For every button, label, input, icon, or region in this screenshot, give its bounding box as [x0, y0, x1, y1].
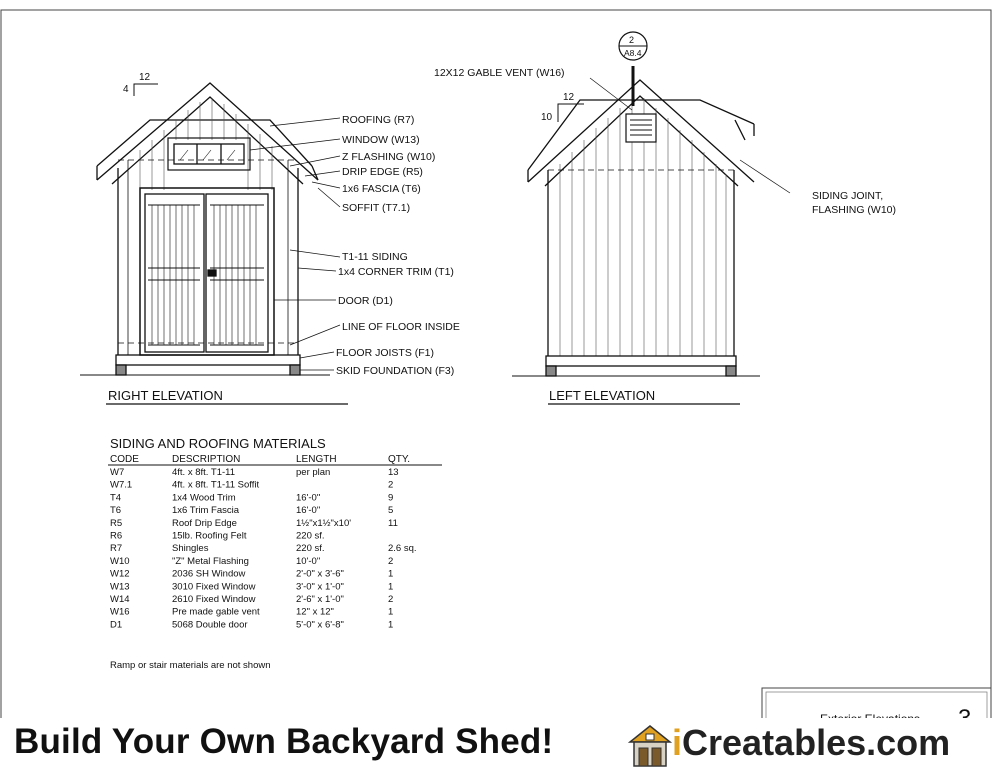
- right-gable-outline: [97, 83, 318, 180]
- table-cell: 11: [388, 517, 398, 529]
- right-window-trim: [168, 138, 250, 170]
- left-elevation-title: LEFT ELEVATION: [549, 388, 656, 403]
- materials-header-length: LENGTH: [296, 454, 337, 465]
- materials-title: SIDING AND ROOFING MATERIALS: [110, 436, 326, 451]
- callout-t111-siding: T1-11 SIDING: [342, 251, 408, 263]
- table-cell: 15lb. Roofing Felt: [172, 530, 247, 542]
- table-cell: 1: [388, 581, 394, 593]
- table-cell: Pre made gable vent: [172, 606, 260, 618]
- materials-note: Ramp or stair materials are not shown: [110, 660, 271, 671]
- detail-ref-sheet: A8.4: [624, 48, 642, 58]
- table-cell: T4: [110, 492, 122, 504]
- shed-logo-icon[interactable]: [626, 722, 674, 770]
- table-cell: Shingles: [172, 543, 209, 555]
- table-cell: 9: [388, 492, 394, 504]
- callout-skid-foundation: SKID FOUNDATION (F3): [336, 365, 455, 377]
- table-row: [110, 505, 393, 516]
- table-cell: "Z" Metal Flashing: [172, 555, 249, 567]
- table-cell: 2.6 sq.: [388, 543, 417, 555]
- right-roof-eave-line: [97, 120, 312, 166]
- table-row: [110, 594, 393, 605]
- table-cell: 3'-0" x 1'-0": [296, 581, 344, 593]
- door-handle: [208, 270, 216, 276]
- table-row: [110, 518, 398, 529]
- right-callouts: [336, 114, 460, 377]
- right-floor-joists: [116, 355, 300, 365]
- sheet-border: [1, 10, 991, 730]
- table-cell: 220 sf.: [296, 530, 325, 542]
- callout-gable-vent: 12X12 GABLE VENT (W16): [434, 67, 565, 79]
- materials-header-code: CODE: [110, 454, 139, 465]
- brand-name: Creatables.com: [682, 722, 951, 763]
- left-floor-joists: [546, 356, 736, 366]
- detail-ref-number: 2: [629, 35, 635, 45]
- callout-door: DOOR (D1): [338, 295, 393, 307]
- table-cell: 1: [388, 568, 394, 580]
- table-row: [110, 492, 393, 503]
- table-cell: R5: [110, 517, 123, 529]
- table-cell: 4ft. x 8ft. T1-11: [172, 467, 236, 478]
- table-cell: 5068 Double door: [172, 619, 248, 631]
- brand-link[interactable]: [672, 722, 950, 764]
- table-cell: W16: [110, 606, 130, 618]
- table-row: [110, 531, 325, 542]
- table-cell: 1x6 Trim Fascia: [172, 505, 240, 517]
- right-door-left-leaf: [145, 194, 204, 352]
- table-row: [110, 569, 393, 580]
- callout-corner-trim: 1x4 CORNER TRIM (T1): [338, 266, 454, 278]
- callout-roofing: ROOFING (R7): [342, 114, 415, 126]
- right-skid-right: [290, 365, 300, 375]
- left-pitch-rise: 10: [541, 112, 553, 123]
- table-cell: 5: [388, 505, 394, 517]
- table-cell: W10: [110, 555, 130, 567]
- right-pitch-rise: 4: [123, 84, 129, 95]
- materials-table: [108, 436, 442, 671]
- table-cell: 1½"x1½"x10': [296, 517, 352, 529]
- table-cell: 10'-0": [296, 555, 321, 567]
- table-cell: 2: [388, 479, 394, 491]
- table-cell: 2'-0" x 3'-6": [296, 568, 344, 580]
- right-pitch-run: 12: [139, 72, 151, 83]
- table-cell: 3010 Fixed Window: [172, 581, 256, 593]
- callout-z-flashing: Z FLASHING (W10): [342, 151, 436, 163]
- table-row: [110, 467, 399, 478]
- table-cell: W12: [110, 568, 130, 580]
- callout-floor-joists: FLOOR JOISTS (F1): [336, 347, 435, 359]
- materials-header-qty: QTY.: [388, 454, 411, 465]
- callout-drip-edge: DRIP EDGE (R5): [342, 166, 423, 178]
- table-cell: 13: [388, 467, 399, 478]
- table-cell: 220 sf.: [296, 543, 325, 555]
- left-skid-right: [726, 366, 736, 376]
- left-skid-left: [546, 366, 556, 376]
- materials-rows: [110, 467, 417, 630]
- callout-floor-line: LINE OF FLOOR INSIDE: [342, 321, 460, 333]
- left-pitch-run: 12: [563, 92, 575, 103]
- banner-headline: Build Your Own Backyard Shed!: [14, 722, 554, 761]
- table-cell: W13: [110, 581, 130, 593]
- left-elevation: [512, 32, 790, 404]
- right-door-frame: [140, 188, 274, 355]
- materials-header-description: DESCRIPTION: [172, 454, 241, 465]
- table-cell: 1: [388, 606, 394, 618]
- right-elevation: [80, 83, 348, 404]
- table-cell: 5'-0" x 6'-8": [296, 619, 344, 631]
- callout-soffit: SOFFIT (T7.1): [342, 202, 411, 214]
- table-cell: 2'-6" x 1'-0": [296, 594, 344, 605]
- table-cell: 1: [388, 619, 394, 631]
- table-cell: 2610 Fixed Window: [172, 594, 256, 605]
- right-skid-left: [116, 365, 126, 375]
- table-cell: R7: [110, 543, 123, 555]
- callout-window: WINDOW (W13): [342, 134, 420, 146]
- table-row: [110, 607, 393, 618]
- table-cell: Roof Drip Edge: [172, 517, 237, 529]
- table-cell: 2: [388, 555, 394, 567]
- table-row: [110, 619, 393, 630]
- table-cell: T6: [110, 505, 122, 517]
- table-cell: R6: [110, 530, 123, 542]
- table-cell: 16'-0": [296, 505, 321, 517]
- table-cell: W7.1: [110, 479, 133, 491]
- table-cell: per plan: [296, 467, 331, 478]
- table-row: [110, 581, 393, 592]
- callout-flashing: FLASHING (W10): [812, 204, 897, 216]
- table-row: [110, 556, 393, 567]
- table-row: [110, 543, 417, 554]
- table-cell: W14: [110, 594, 130, 605]
- callout-siding-joint: SIDING JOINT,: [812, 190, 884, 202]
- brand-i: i: [672, 722, 683, 763]
- right-elevation-title: RIGHT ELEVATION: [108, 388, 223, 403]
- table-cell: 2: [388, 594, 394, 605]
- table-cell: 2036 SH Window: [172, 568, 246, 580]
- left-gable-vent: [626, 114, 656, 142]
- table-cell: W7: [110, 467, 125, 478]
- table-cell: D1: [110, 619, 123, 631]
- table-row: [110, 480, 393, 491]
- table-cell: 16'-0": [296, 492, 321, 504]
- table-cell: 4ft. x 8ft. T1-11 Soffit: [172, 479, 260, 491]
- callout-fascia: 1x6 FASCIA (T6): [342, 183, 421, 195]
- table-cell: 12" x 12": [296, 606, 334, 618]
- table-cell: 1x4 Wood Trim: [172, 492, 236, 504]
